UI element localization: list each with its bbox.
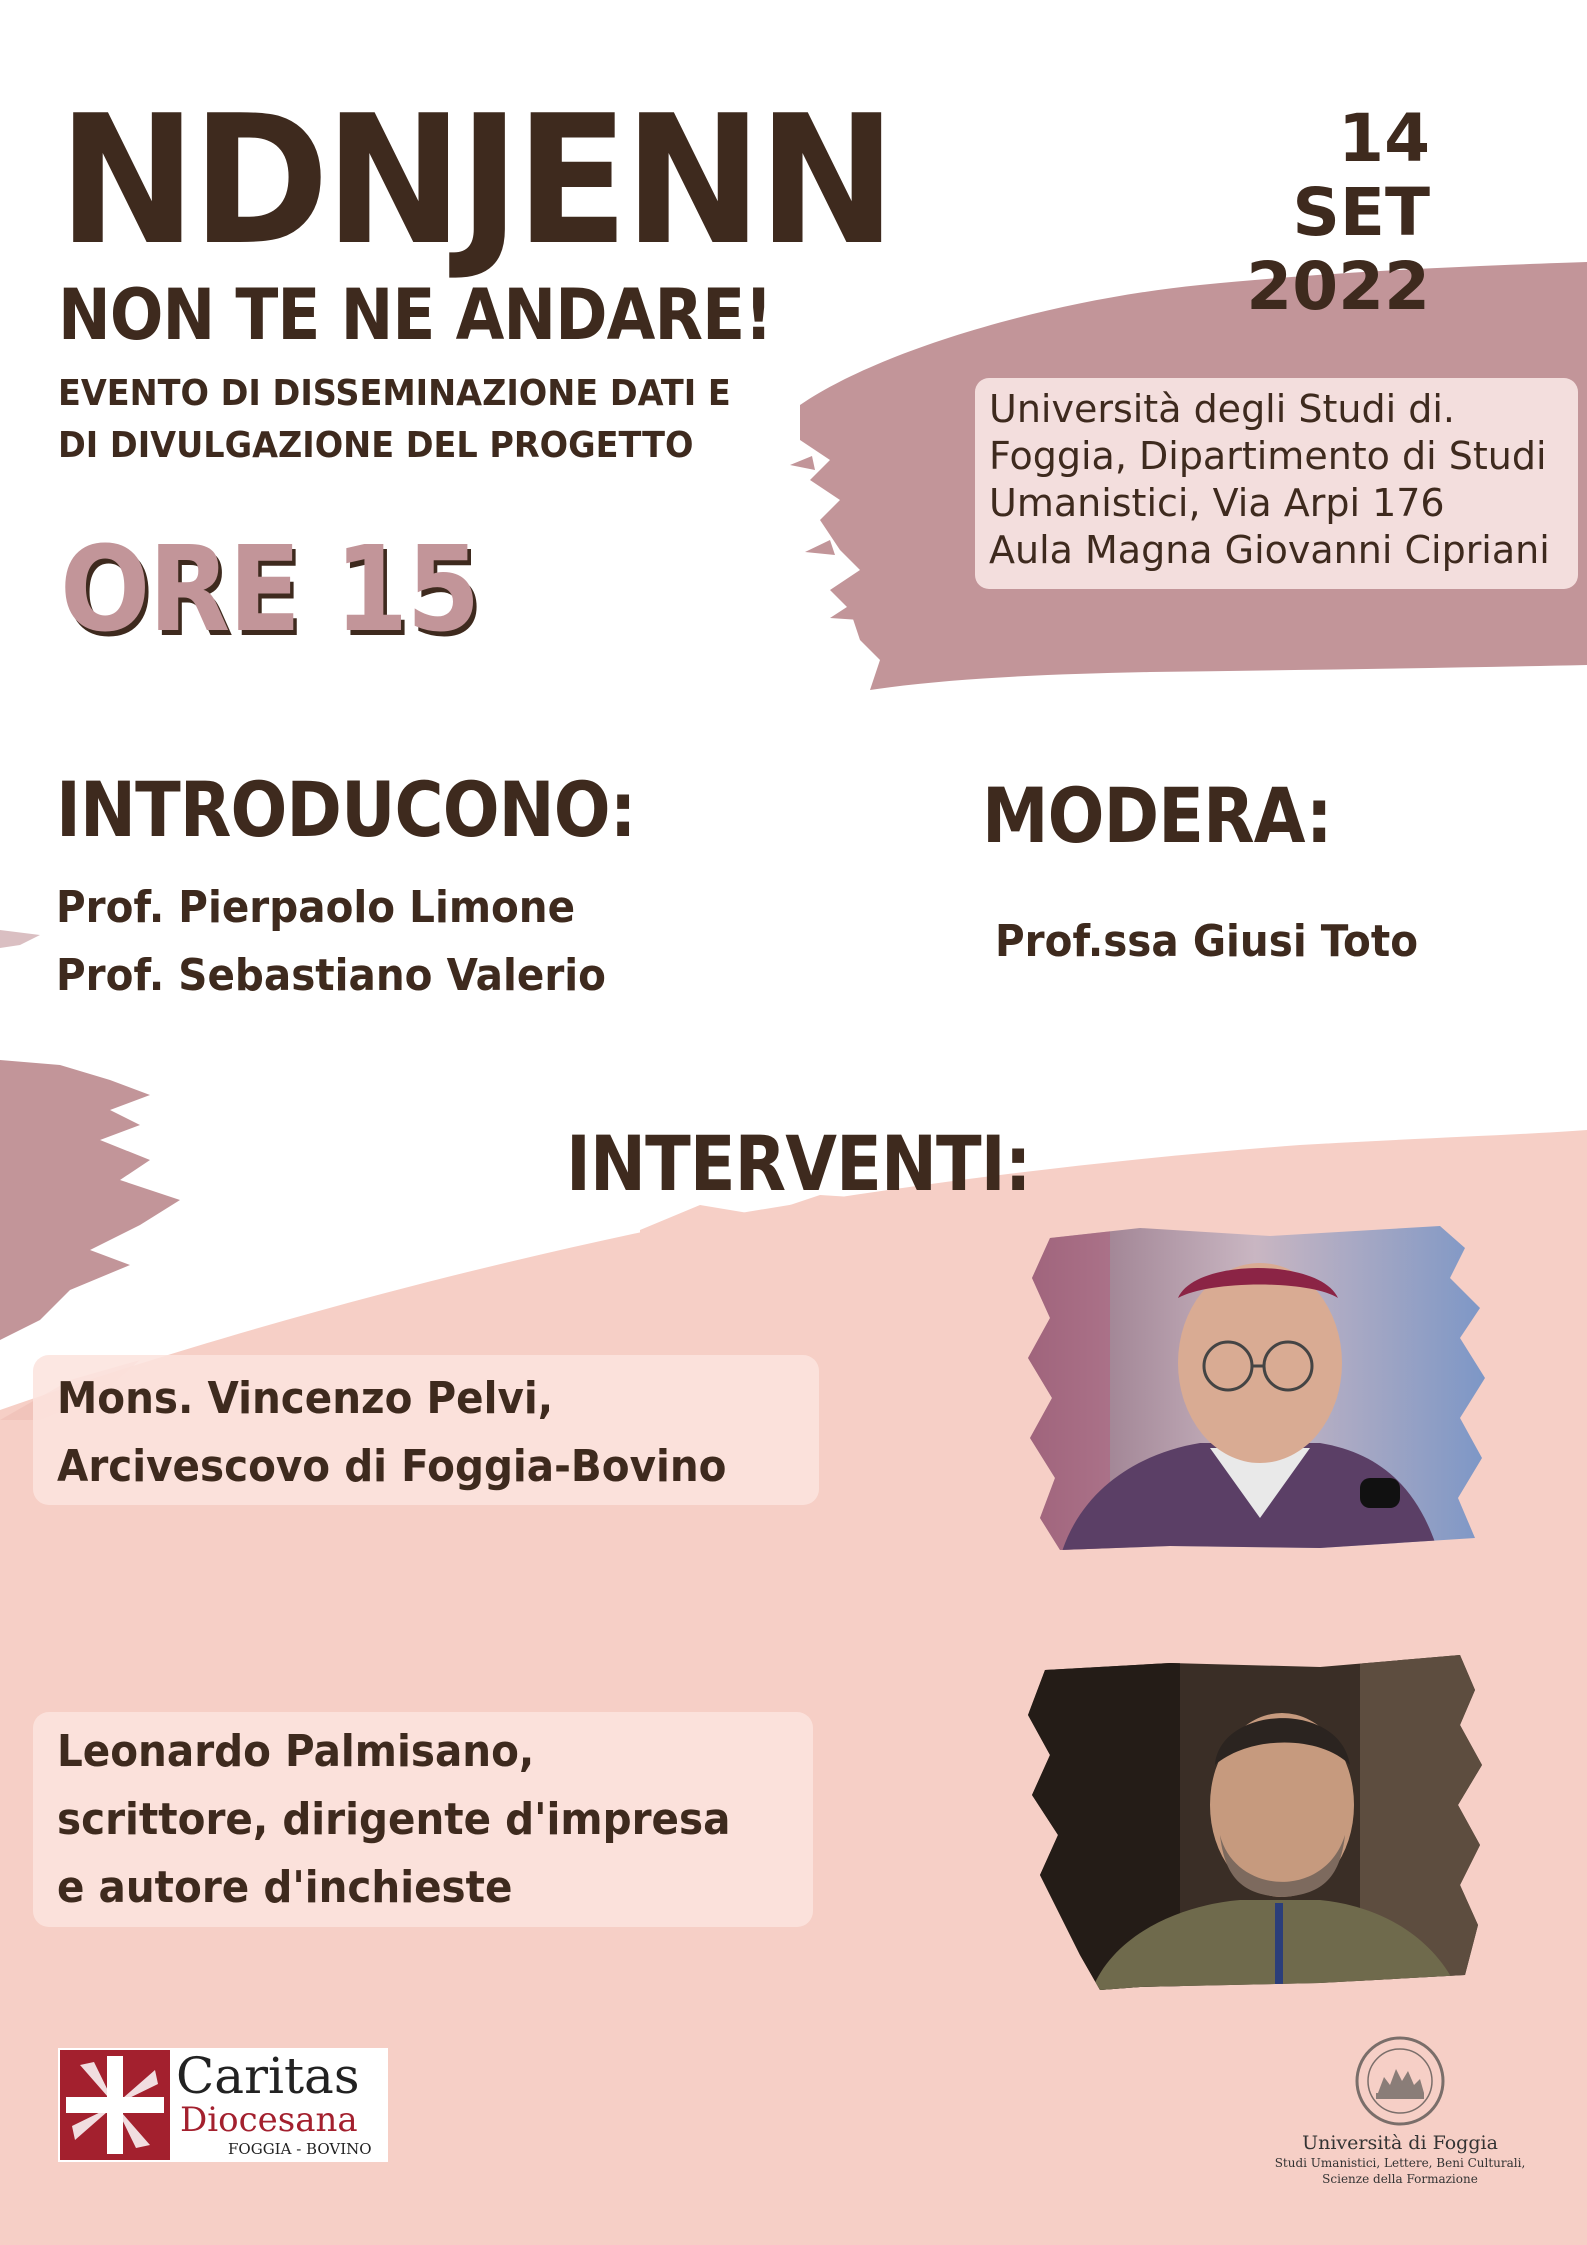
unifg-department: Studi Umanistici, Lettere, Beni Culturali,: [1274, 2156, 1526, 2170]
modera-person: Prof.ssa Giusi Toto: [995, 916, 1419, 967]
speaker-photo-pelvi: [1020, 1218, 1490, 1558]
event-title: NDNJENN: [58, 77, 892, 284]
venue-line: Aula Magna Giovanni Cipriani: [989, 528, 1550, 572]
unifg-name: Università di Foggia: [1302, 2132, 1498, 2154]
university-seal-icon: [1354, 2035, 1446, 2127]
speaker-role: Arcivescovo di Foggia-Bovino: [57, 1441, 727, 1492]
venue-line: Foggia, Dipartimento di Studi: [989, 434, 1547, 478]
introducono-person: Prof. Pierpaolo Limone: [56, 882, 576, 933]
caritas-location: FOGGIA - BOVINO: [228, 2140, 372, 2158]
speaker-card: [33, 1355, 819, 1505]
description-line: DI DIVULGAZIONE DEL PROGETTO: [58, 425, 694, 466]
description-line: EVENTO DI DISSEMINAZIONE DATI E: [58, 373, 731, 414]
event-time: ORE 15: [60, 520, 479, 658]
event-subtitle: NON TE NE ANDARE!: [58, 274, 773, 356]
date-day-month: 14 SET: [1292, 100, 1430, 251]
speaker-name: Mons. Vincenzo Pelvi,: [57, 1373, 554, 1424]
venue-line: Università degli Studi di.: [989, 387, 1456, 431]
caritas-diocesana: Diocesana: [180, 2100, 358, 2140]
event-date: [1190, 102, 1430, 324]
introducono-person: Prof. Sebastiano Valerio: [56, 950, 606, 1001]
speaker-role: e autore d'inchieste: [57, 1862, 513, 1913]
introducono-list: [56, 874, 654, 1010]
interventi-heading: INTERVENTI:: [566, 1119, 1031, 1208]
event-description: [58, 368, 731, 472]
speaker-photo-palmisano: [1020, 1645, 1490, 1995]
unifg-department: Scienze della Formazione: [1322, 2172, 1478, 2186]
speaker-card: [33, 1712, 813, 1927]
introducono-heading: INTRODUCONO:: [56, 765, 636, 854]
caritas-cross-icon: [60, 2050, 170, 2160]
speaker-role: scrittore, dirigente d'impresa: [57, 1794, 731, 1845]
venue-box: [975, 378, 1578, 589]
date-year: 2022: [1246, 248, 1430, 325]
caritas-name: Caritas: [176, 2047, 360, 2105]
brush-stroke-left: [0, 1060, 180, 1340]
caritas-logo: [58, 2048, 388, 2162]
speaker-name: Leonardo Palmisano,: [57, 1726, 535, 1777]
venue-line: Umanistici, Via Arpi 176: [989, 481, 1445, 525]
unifg-logo: [1255, 2035, 1545, 2187]
modera-heading: MODERA:: [982, 771, 1332, 860]
